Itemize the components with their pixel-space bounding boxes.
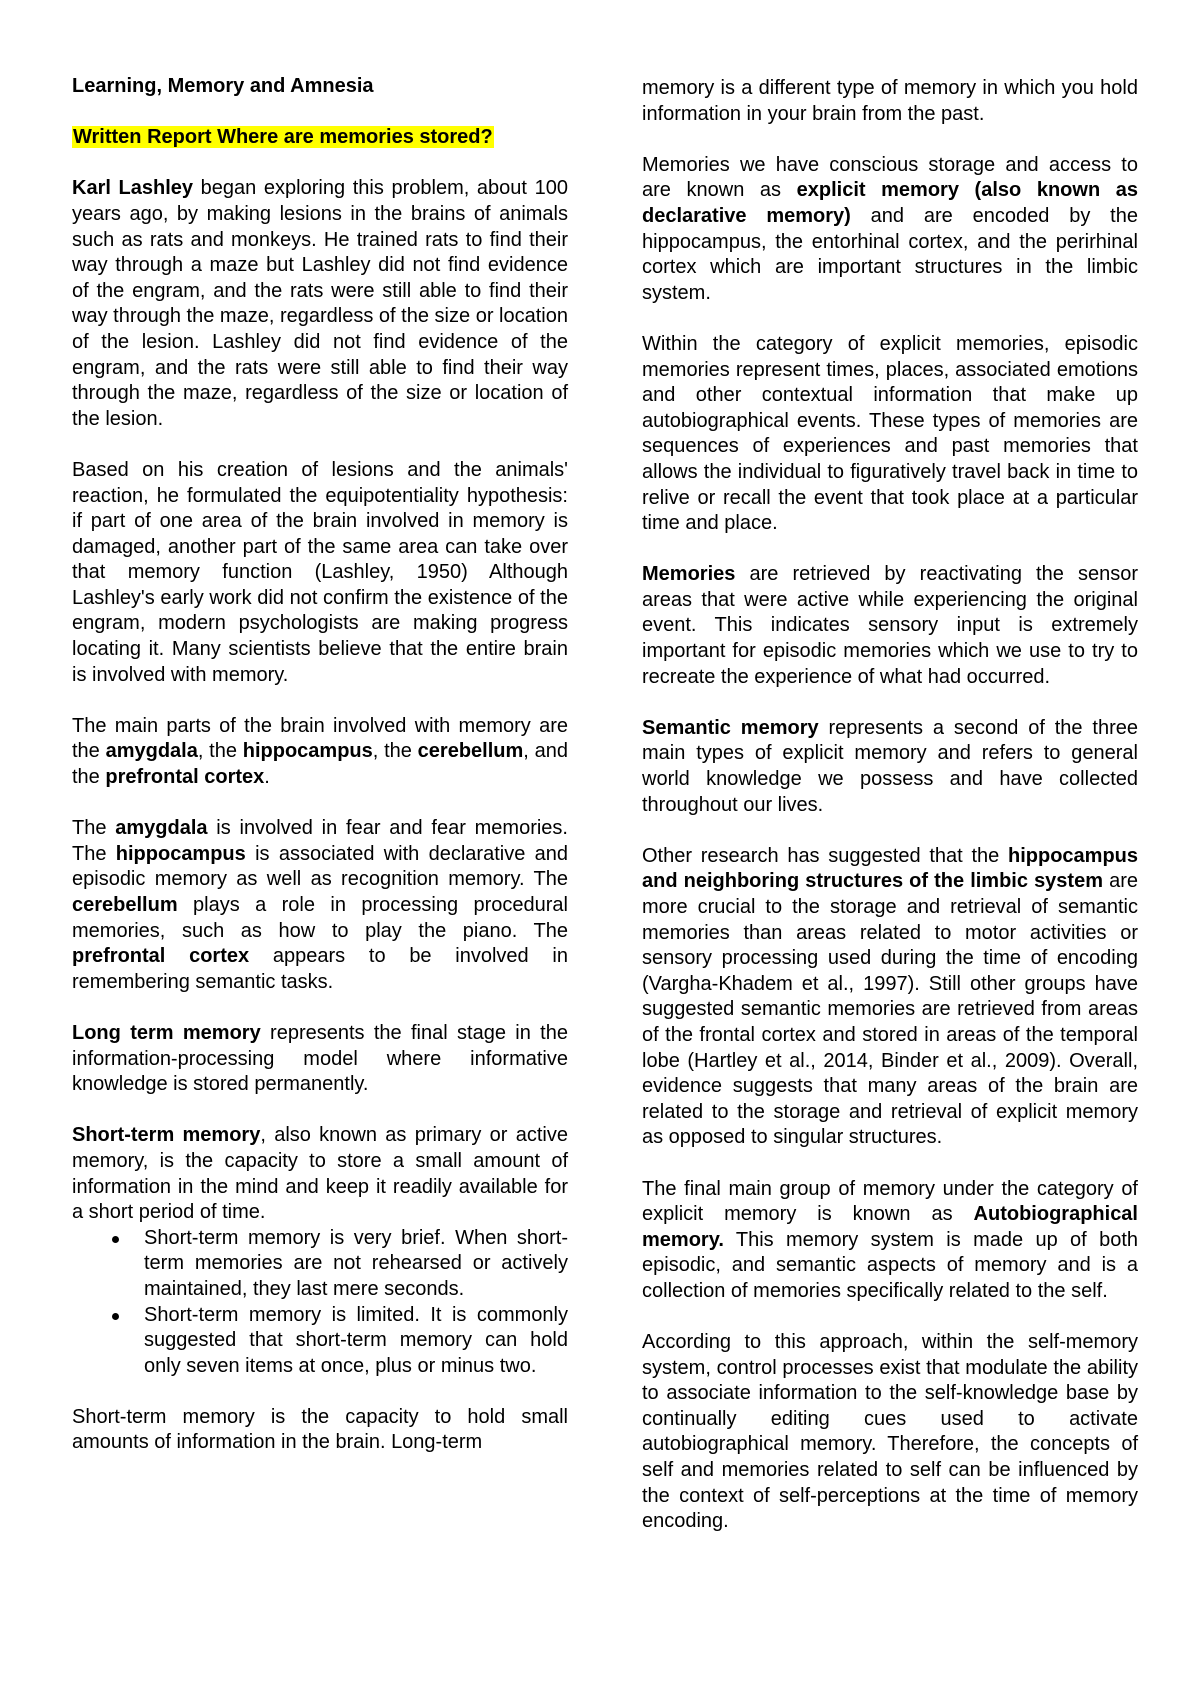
paragraph-text: This memory system is made up of both episodic, and semantic aspects of memory and is a collection of memories specifically related to the self. [642, 1228, 1138, 1302]
paragraph-text: plays a role in processing procedural memories, such as how to play the piano. The [72, 894, 568, 942]
paragraph-text: is associated with declarative and episodic memory as well as recognition memory. The [72, 842, 568, 891]
bold-term: Short-term memory [72, 1124, 261, 1147]
bold-term: Karl Lashley [72, 177, 194, 200]
list-item [72, 1303, 568, 1380]
bold-term: hippocampus [242, 740, 373, 763]
paragraph-semantic-memory [642, 716, 1138, 818]
paragraph-text: are more crucial to the storage and retrieval of semantic memories than areas related to motor activities or sensory processing used during the time of encoding (Vargha-Khadem et al., 1997). Still other groups have suggested semantic memories are retrieved from areas of the frontal cortex and stored in areas of the temporal lobe (Hartley et al., 2014, Binder et al., 2009). Overall, evidence suggests that many areas of the brain are related to the storage and retrieval of explicit memory as opposed to singular structures. [642, 870, 1138, 1149]
list-item [72, 1226, 568, 1303]
paragraph-text: Other research has suggested that the [642, 844, 1008, 867]
paragraph-text: The main parts of the brain involved with memory are the [72, 714, 568, 763]
document-title: Learning, Memory and Amnesia [72, 75, 374, 97]
bullet-icon [112, 1313, 119, 1320]
bold-term: prefrontal cortex [72, 945, 250, 968]
paragraph-text: Memories we have conscious storage and access to are known as [642, 153, 1138, 202]
paragraph-text: represents the final stage in the information-processing model where informative knowledge is stored permanently. [72, 1021, 568, 1096]
paragraph-explicit-memory [642, 153, 1138, 307]
paragraph-text: are retrieved by reactivating the sensor areas that were active while experiencing the original event. This indicates sensory input is extremely important for episodic memories which we use to try to recreate the experience of what had occurred. [642, 563, 1138, 688]
bold-term: hippocampus [115, 842, 246, 865]
bold-term: Autobiographical memory. [642, 1203, 1138, 1251]
paragraph-autobiographical-memory [642, 1177, 1138, 1305]
bold-term: cerebellum [72, 894, 178, 916]
paragraph-text: The [72, 817, 116, 840]
report-heading: Written Report Where are memories stored? [73, 126, 493, 149]
paragraph-text: , the [372, 740, 418, 763]
bold-term: amygdala [105, 740, 198, 763]
bullet-list [72, 1226, 568, 1380]
left-column [72, 74, 568, 1482]
bold-term: hippocampus and neighboring structures of the limbic system [642, 844, 1138, 893]
paragraph-text: represents a second of the three main types of explicit memory and refers to general world knowledge we possess and have collected throughout our lives. [642, 716, 1138, 816]
paragraph-brain-parts [72, 714, 568, 791]
paragraph-text: began exploring this problem, about 100 years ago, by making lesions in the brains of animals such as rats and monkeys. He trained rats to find their way through a maze but Lashley did not find evidence of the engram, and the rats were still able to find their way through the maze, regardless of the size or location of the lesion. Lashley did not find evidence of the engram, and the rats were still able to find their way through the maze, regardless of the size or location of the lesion. [72, 177, 568, 430]
bullet-icon [112, 1236, 119, 1243]
bold-term: Long term memory [72, 1021, 261, 1044]
bold-term: explicit memory (also known as declarative memory) [642, 179, 1139, 227]
paragraph-other-research [642, 844, 1138, 1151]
report-heading-line [72, 125, 568, 151]
paragraph-short-vs-long: Short-term memory is the capacity to hold small amounts of information in the brain. Long-term [72, 1405, 568, 1454]
paragraph-text: is involved in fear and fear memories. The [72, 817, 568, 865]
paragraph-episodic-memory: Within the category of explicit memories, episodic memories represent times, places, associated emotions and other contextual information that make up autobiographical events. These types of memories are sequences of experiences and past memories that allows the individual to figuratively travel back in time to relive or recall the event that took place at a particular time and place. [642, 332, 1138, 535]
paragraph-text: , also known as primary or active memory, is the capacity to store a small amount of information in the mind and keep it readily available for a short period of time. [72, 1124, 568, 1224]
paragraph-text: and are encoded by the hippocampus, the entorhinal cortex, and the perirhinal cortex which are important structures in the limbic system. [642, 204, 1138, 304]
paragraph-self-memory-system: According to this approach, within the self-memory system, control processes exist that modulate the ability to associate information to the self-knowledge base by continually editing cues used to activate autobiographical memory. Therefore, the concepts of self and memories related to self can be influenced by the context of self-perceptions at the time of memory encoding. [642, 1331, 1138, 1533]
paragraph-equipotentiality: Based on his creation of lesions and the animals' reaction, he formulated the equipotentiality hypothesis: if part of one area of the brain involved in memory is damaged, another part of the same area can take over that memory function (Lashley, 1950) Although Lashley's early work did not confirm the existence of the engram, modern psychologists are making progress locating it. Many scientists believe that the entire brain is involved with memory. [72, 458, 568, 686]
paragraph-text: , the [197, 740, 243, 763]
list-item-text: Short-term memory is limited. It is commonly suggested that short-term memory can hold only seven items at once, plus or minus two. [144, 1303, 568, 1377]
bold-term: Semantic memory [642, 716, 819, 739]
bold-term: amygdala [115, 817, 208, 840]
paragraph-long-term-memory [72, 1021, 568, 1098]
bold-term: cerebellum [417, 740, 524, 763]
paragraph-long-term-continued: memory is a different type of memory in which you hold information in your brain from the past. [642, 77, 1138, 125]
right-column [642, 76, 1138, 1560]
bold-term: Memories [642, 563, 736, 586]
paragraph-short-term-memory [72, 1123, 568, 1225]
bold-term: prefrontal cortex [105, 766, 265, 789]
paragraph-memories-retrieved [642, 562, 1138, 690]
paragraph-text: . [264, 766, 270, 789]
paragraph-brain-functions [72, 816, 568, 995]
list-item-text: Short-term memory is very brief. When short-term memories are not rehearsed or actively maintained, they last mere seconds. [144, 1226, 568, 1300]
paragraph-text: , and the [72, 740, 568, 789]
paragraph-lashley [72, 176, 568, 432]
paragraph-text: appears to be involved in remembering semantic tasks. [72, 945, 568, 993]
paragraph-text: The final main group of memory under the category of explicit memory is known as [642, 1177, 1138, 1226]
